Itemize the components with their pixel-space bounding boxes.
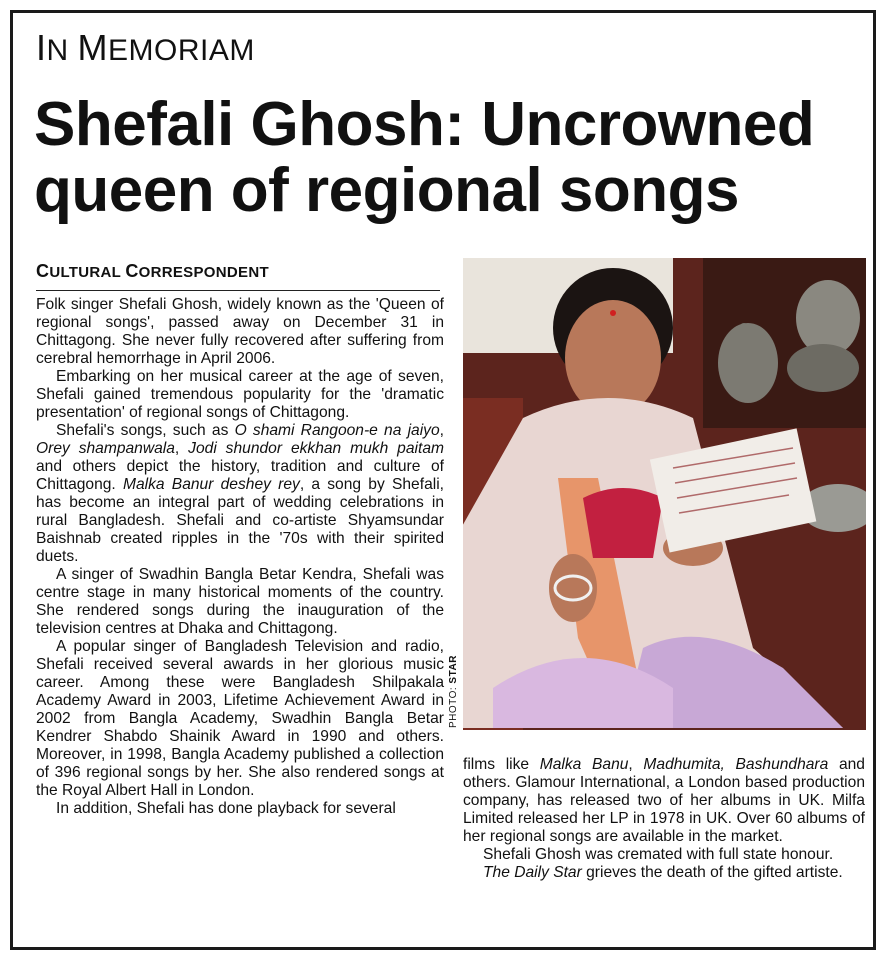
italic-title: Jodi shundor ekkhan mukh paitam	[188, 440, 444, 457]
article-paragraph	[36, 566, 444, 638]
italic-title: Malka Banur deshey rey	[122, 476, 300, 493]
paragraph-text: ,	[439, 422, 444, 439]
paragraph-text: Folk singer Shefali Ghosh, widely known as the 'Queen of regional songs', passed away on December 31 in Chittagong. She never fully recovered after suffering from cerebral hemorrhage in April 2006.	[36, 296, 444, 367]
paragraph-text: ,	[174, 440, 189, 457]
article-column-2	[463, 756, 865, 882]
woman-reading-icon	[463, 258, 866, 730]
italic-title: Orey shampanwala	[36, 440, 175, 457]
italic-title: Malka Banu	[539, 756, 629, 773]
paragraph-text: A popular singer of Bangladesh Television and radio, Shefali received several awards in her glorious music career. Among these were Bangladesh Shilpakala Academy Award in 2003, Lifetime Achievement Award in 2002 from Bangla Academy, Swadhin Bangla Betar Kendrer Shabdo Shainik Award in 1990 and others. Moreover, in 1998, Bangla Academy published a collection of 396 regional songs by her. She also rendered songs at the Royal Albert Hall in London.	[36, 638, 444, 799]
article-paragraph	[463, 756, 865, 846]
article-paragraph	[36, 422, 444, 566]
paragraph-text: In addition, Shefali has done playback for several	[56, 800, 396, 817]
paragraph-text: films like	[463, 756, 540, 773]
paragraph-text: A singer of Swadhin Bangla Betar Kendra, Shefali was centre stage in many historical moments of the country. She rendered songs during the inauguration of the television centres at Dhaka and Chittagong.	[36, 566, 444, 637]
headline	[34, 92, 864, 224]
paragraph-text: and others depict the history, tradition and culture of Chittagong.	[36, 458, 444, 493]
photo-credit: PHOTO: STAR	[448, 655, 459, 728]
byline: CULTURAL CORRESPONDENT	[36, 262, 440, 291]
headline-line-1: Shefali Ghosh: Uncrowned	[34, 90, 815, 159]
article-paragraph	[36, 368, 444, 422]
article-paragraph	[36, 638, 444, 800]
article-paragraph	[36, 800, 444, 818]
paragraph-text: Shefali's songs, such as	[56, 422, 235, 439]
paragraph-text: Shefali Ghosh was cremated with full state honour.	[483, 846, 834, 863]
italic-title: O shami Rangoon-e na jaiyo	[234, 422, 440, 439]
article-paragraph	[463, 864, 865, 882]
article-paragraph	[36, 296, 444, 368]
paragraph-text: ,	[628, 756, 644, 773]
paragraph-text: and others. Glamour International, a London based production company, has released two of her albums in UK. Milfa Limited released her LP in 1978 in UK. Over 60 albums of her regional songs are available in the market.	[463, 756, 865, 845]
paragraph-text: grieves the death of the gifted artiste.	[581, 864, 843, 881]
italic-title: The Daily Star	[483, 864, 582, 881]
paragraph-text: , a song by Shefali, has become an integral part of wedding celebrations in rural Bangladesh. Shefali and co-artiste Shyamsundar Baishnab created ripples in the '70s with their spirited duets.	[36, 476, 444, 565]
paragraph-text: Embarking on her musical career at the age of seven, Shefali gained tremendous popularity for the 'dramatic presentation' of regional songs of Chittagong.	[36, 368, 444, 421]
section-label: IN MEMORIAM	[36, 27, 255, 68]
article-paragraph	[463, 846, 865, 864]
article-column-1	[36, 296, 444, 818]
article-photo	[463, 258, 866, 730]
italic-title: Madhumita, Bashundhara	[643, 756, 829, 773]
headline-line-2: queen of regional songs	[34, 156, 740, 225]
